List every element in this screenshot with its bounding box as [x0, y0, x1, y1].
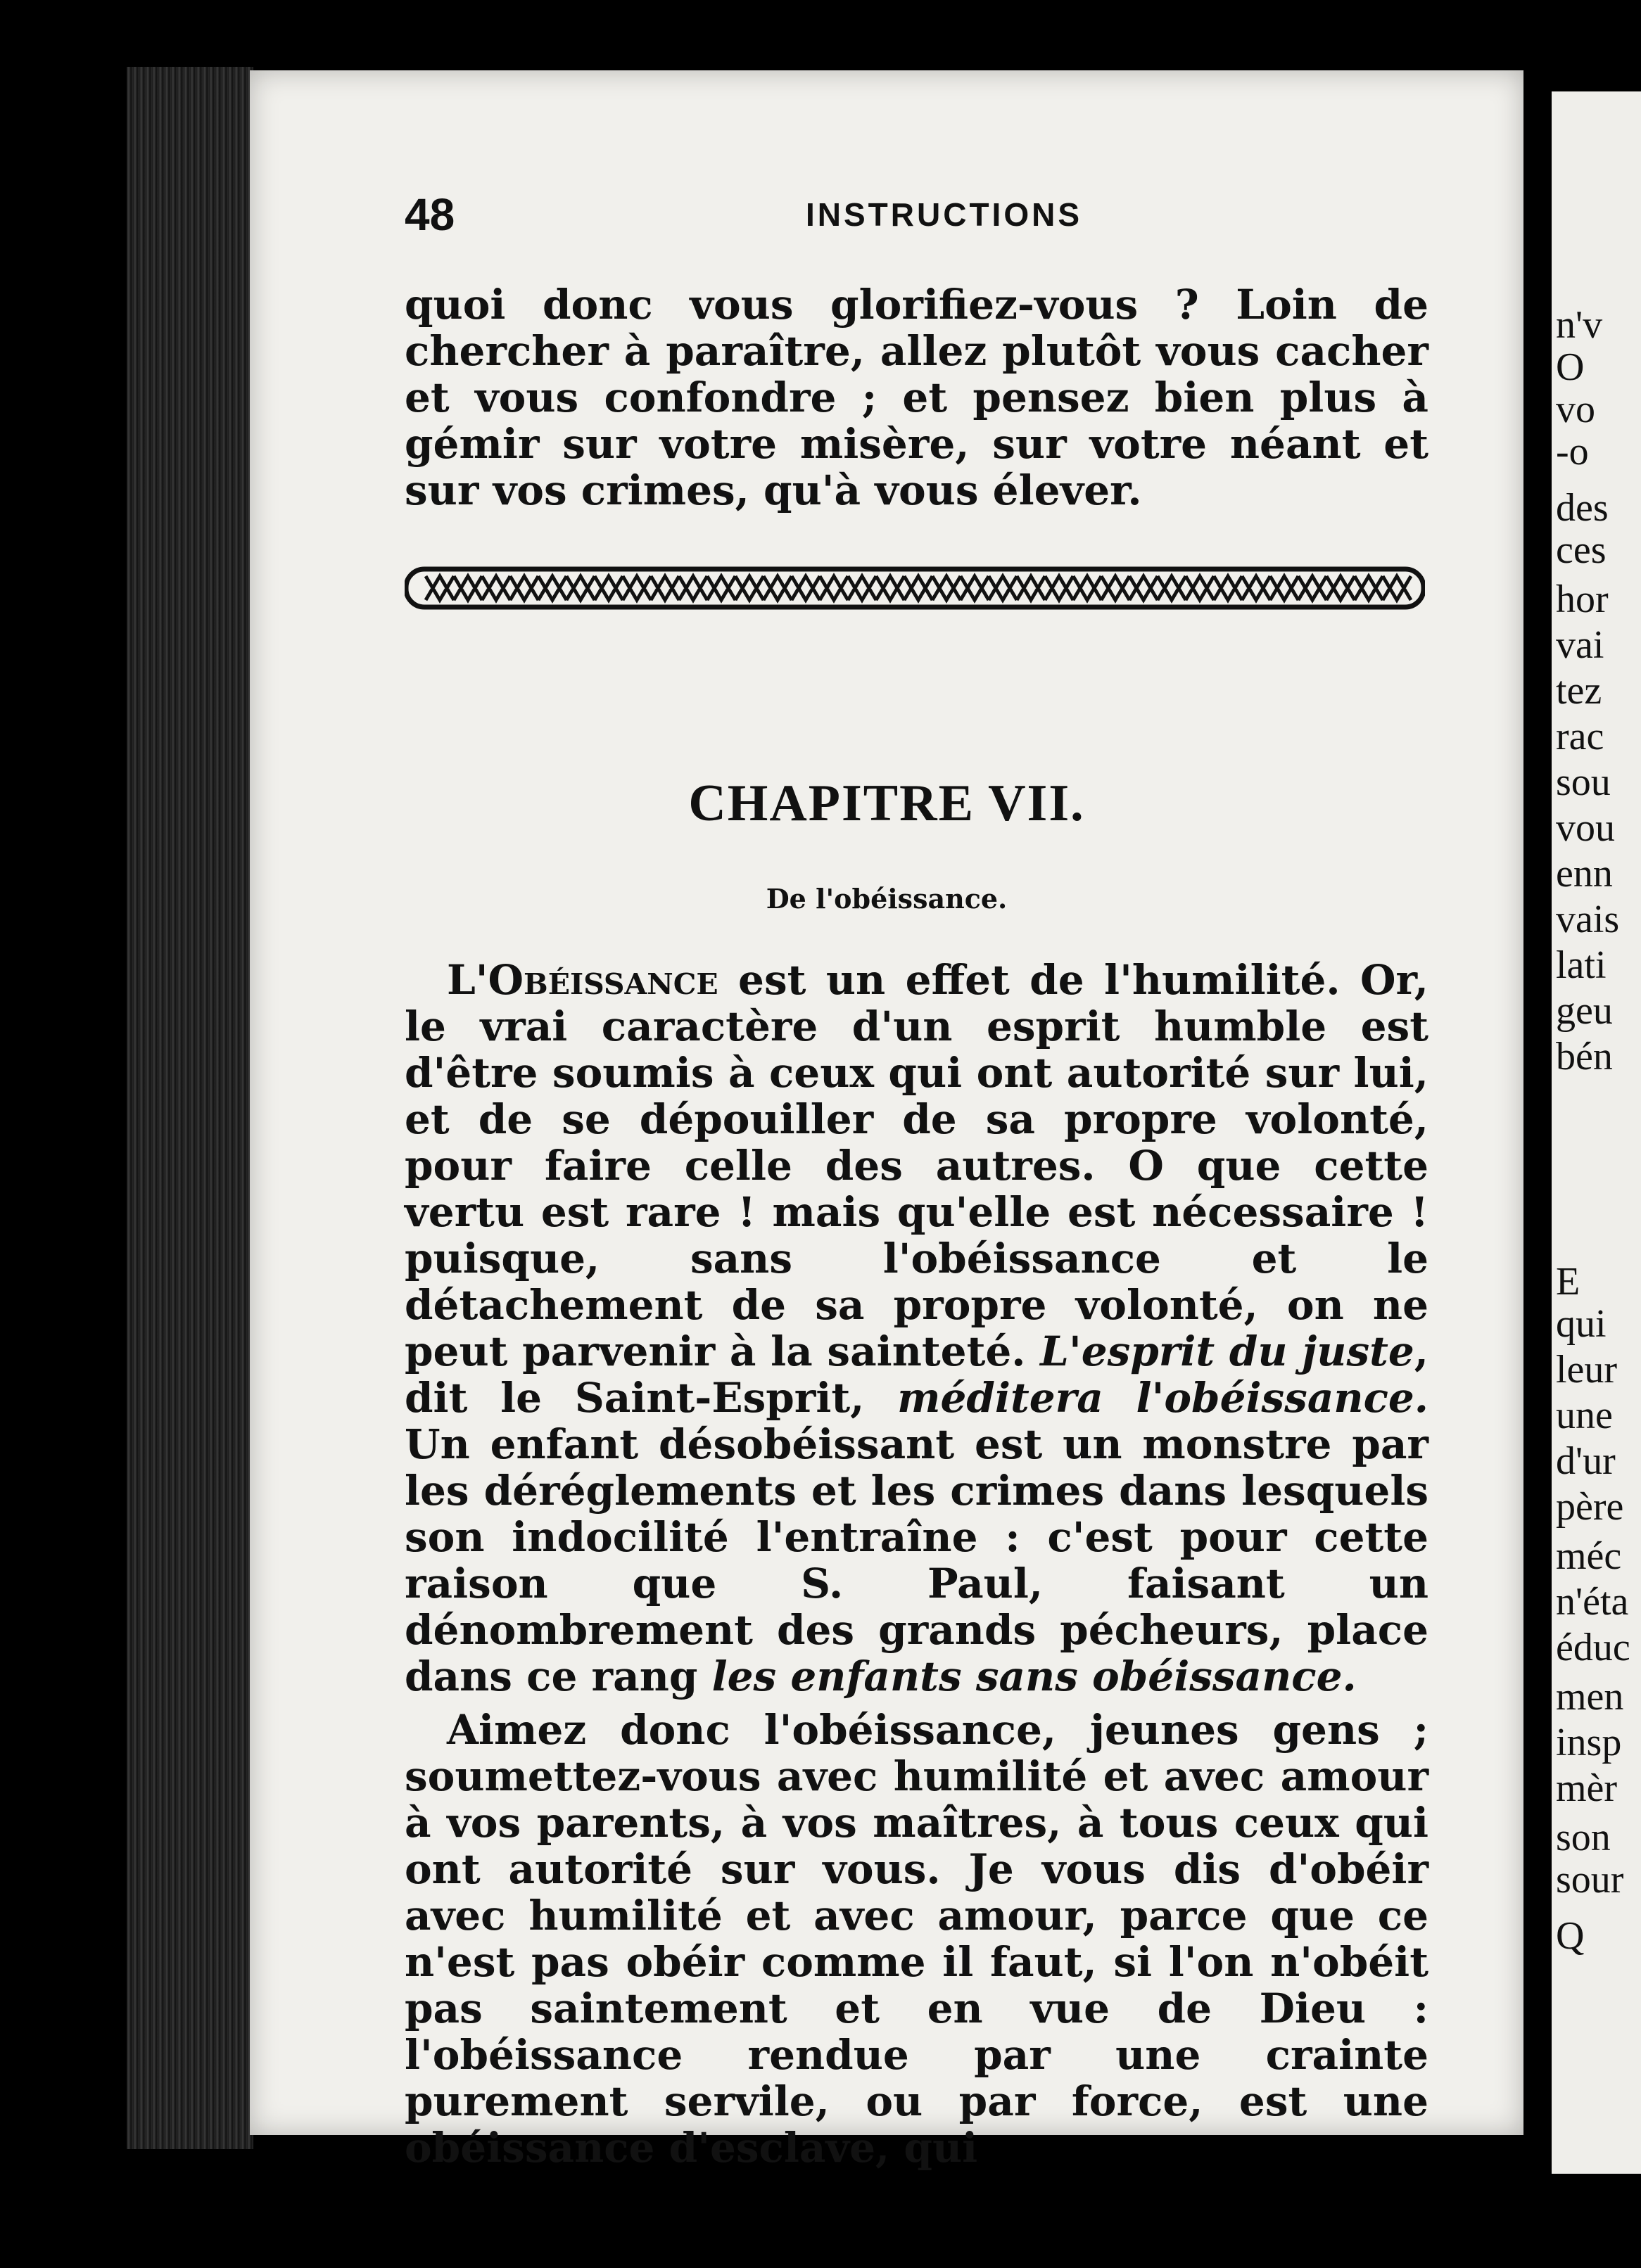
right-page-fragment: n'v	[1556, 303, 1603, 347]
chapter-title: CHAPITRE VII.	[688, 775, 1085, 832]
right-page-fragment: n'éta	[1556, 1580, 1629, 1624]
book-page-left	[250, 70, 1523, 2172]
running-head: INSTRUCTIONS	[806, 196, 1082, 233]
chapter-subtitle: De l'obéissance.	[766, 883, 1008, 915]
right-page-fragment: sou	[1556, 760, 1611, 804]
right-page-fragment: vou	[1556, 806, 1615, 850]
right-page-fragment: hor	[1556, 578, 1609, 621]
right-page-fragment: leur	[1556, 1348, 1618, 1391]
quote-enfants-sans-obeissance: les enfants sans obéissance.	[711, 1652, 1357, 1700]
body-text	[405, 957, 1428, 2171]
right-page-fragment: ces	[1556, 528, 1607, 572]
right-page-fragment: vai	[1556, 623, 1604, 667]
right-page-fragment: Q	[1556, 1914, 1585, 1958]
right-page-fragment: une	[1556, 1394, 1613, 1437]
right-page-fragment: méc	[1556, 1534, 1622, 1578]
lead-word: L'Obéissance	[447, 956, 718, 1004]
quote-esprit-du-juste: L'esprit du juste	[1040, 1327, 1414, 1375]
right-page-fragment: qui	[1556, 1302, 1607, 1346]
right-page-fragment: tez	[1556, 669, 1602, 713]
decorative-ornament-band	[405, 566, 1425, 610]
right-page-fragment: mèr	[1556, 1766, 1618, 1810]
page-number: 48	[405, 189, 455, 240]
right-page-fragment: son	[1556, 1816, 1611, 1859]
right-page-fragment: vo	[1556, 388, 1595, 431]
right-page-fragment: insp	[1556, 1721, 1622, 1764]
right-page-fragment: d'ur	[1556, 1439, 1616, 1483]
right-page-fragment: men	[1556, 1675, 1624, 1719]
paragraph-aimez: Aimez donc l'obéissance, jeunes gens ; soumettez-vous avec humilité et avec amour à vos parents, à vos maîtres, à tous ceux qui ont autorité sur vous. Je vous dis d'obéir avec humilité et avec amour, parce que ce n'est pas obéir comme il faut, si l'on n'obéit pas saintement et en vue de Dieu : l'obéissance rendue par une crainte purement servile, ou par force, est une obéissance d'esclave, qui	[405, 1706, 1428, 2172]
right-page-fragment: enn	[1556, 852, 1613, 896]
quote-meditera: méditera l'obéissance.	[897, 1374, 1428, 1422]
top-paragraph	[405, 281, 1428, 514]
right-page-fragment: lati	[1556, 943, 1607, 987]
para1-part1: est un effet de l'humilité. Or, le vrai caractère d'un esprit humble est d'être soumis à ceux qui ont autorité sur lui, et de se dépouiller de sa propre volonté, pour faire celle des autres. O que cette vertu est rare ! mais qu'elle est nécessaire ! puisque, sans l'obéissance et le détachement de sa propre volonté, on ne peut parvenir à la sainteté.	[405, 956, 1428, 1375]
book-page-edges	[127, 67, 253, 2149]
right-page-fragment: vais	[1556, 898, 1620, 941]
right-page-fragment: éduc	[1556, 1626, 1630, 1669]
right-page-fragment: bén	[1556, 1035, 1613, 1078]
right-page-fragment: père	[1556, 1485, 1624, 1529]
right-page-fragment: E	[1556, 1260, 1580, 1304]
para1-part2: , dit le Saint-Esprit,	[405, 1327, 1428, 1422]
right-page-fragment: O	[1556, 345, 1585, 389]
book-page-right-fragment	[1552, 91, 1641, 2174]
paragraph-obeissance	[405, 957, 1428, 1700]
right-page-fragment: -o	[1556, 430, 1589, 473]
right-page-fragment: sour	[1556, 1858, 1624, 1901]
para1-part3: Un enfant désobéissant est un monstre par les déréglements et les crimes dans lesquels son indocilité l'entraîne : c'est pour cette raison que S. Paul, faisant un dénombrement des grands pécheurs, place dans ce rang	[405, 1420, 1428, 1700]
right-page-fragment: rac	[1556, 715, 1604, 758]
right-page-fragment: des	[1556, 486, 1609, 530]
right-page-fragment: geu	[1556, 989, 1613, 1033]
top-paragraph-text: quoi donc vous glorifiez-vous ? Loin de chercher à paraître, allez plutôt vous cacher et vous confondre ; et pensez bien plus à gémir sur votre misère, sur votre néant et sur vos crimes, qu'à vous élever.	[405, 281, 1428, 514]
